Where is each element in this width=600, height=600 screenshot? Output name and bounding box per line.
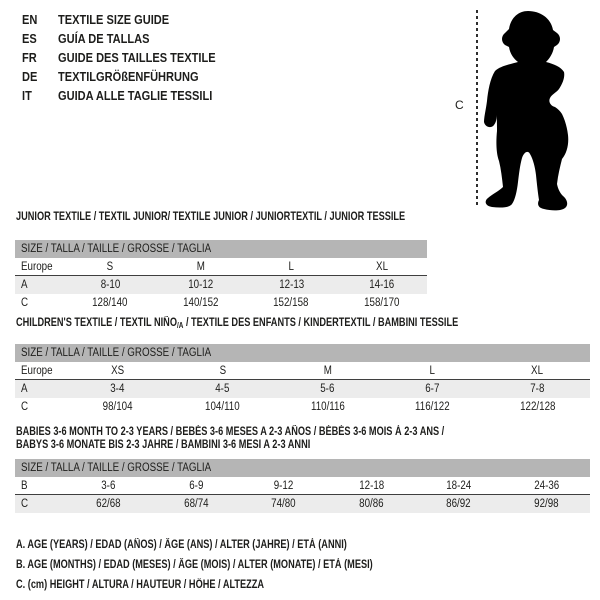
table-cell: 12-13 <box>278 279 304 291</box>
table-row <box>15 276 427 294</box>
row-label: Europe <box>21 260 53 273</box>
toddler-silhouette-icon <box>483 3 597 212</box>
table-cell: S <box>106 260 114 273</box>
language-row-fr <box>22 48 243 67</box>
table-cell: 68/74 <box>184 498 209 510</box>
table-row <box>15 495 590 513</box>
table-cell: L <box>429 364 436 377</box>
table-cell: 74/80 <box>271 498 296 510</box>
language-row-de <box>22 67 243 86</box>
language-title: TEXTILE SIZE GUIDE <box>58 12 170 27</box>
table-cell: 98/104 <box>102 401 133 413</box>
row-label: C <box>21 498 29 510</box>
junior-size-table <box>15 240 427 312</box>
table-cell: 18-24 <box>446 479 472 492</box>
table-cell: XL <box>531 364 544 377</box>
language-code: DE <box>22 69 38 84</box>
table-cell: 7-8 <box>530 383 545 395</box>
table-cell: 92/98 <box>534 498 559 510</box>
children-section-title: CHILDREN'S TEXTILE / TEXTIL NIÑO/A / TEXTILE DES ENFANTS / KINDERTEXTIL / BAMBINI TESSILE <box>16 317 459 330</box>
table-cell: 5-6 <box>320 383 335 395</box>
table-row <box>15 380 590 398</box>
table-cell: M <box>323 364 332 377</box>
nino-a-subscript: /A <box>176 321 184 330</box>
language-title: TEXTILGRÖßENFÜHRUNG <box>58 69 199 84</box>
language-title-block <box>22 10 243 105</box>
language-title: GUIDA ALLE TAGLIE TESSILI <box>58 88 213 103</box>
measure-dashed-line-icon <box>476 10 478 206</box>
table-cell: 158/170 <box>364 297 400 309</box>
language-code: FR <box>22 50 37 65</box>
language-row-es <box>22 29 243 48</box>
table-cell: 128/140 <box>92 297 128 309</box>
footnote-height-cm: C. (cm) HEIGHT / ALTURA / HAUTEUR / HÖHE / ALTEZZA <box>16 579 265 591</box>
table-cell: 3-6 <box>101 479 116 492</box>
babies-table-rows <box>15 477 590 513</box>
language-title: GUÍA DE TALLAS <box>58 31 150 46</box>
height-measure-label: C <box>455 98 464 112</box>
row-label: B <box>21 479 28 492</box>
table-cell: 6-9 <box>189 479 204 492</box>
table-cell: 8-10 <box>100 279 121 291</box>
table-cell: 10-12 <box>188 279 214 291</box>
table-cell: 152/158 <box>273 297 309 309</box>
footnote-age-months: B. AGE (MONTHS) / EDAD (MESES) / ÂGE (MOIS) / ALTER (MONATE) / ETÀ (MESI) <box>16 559 373 571</box>
table-cell: 9-12 <box>273 479 294 492</box>
table-cell: M <box>196 260 205 273</box>
row-label: C <box>21 297 29 309</box>
table-cell: 14-16 <box>369 279 395 291</box>
table-cell: 6-7 <box>425 383 440 395</box>
table-cell: 24-36 <box>533 479 559 492</box>
footnote-age-years: A. AGE (YEARS) / EDAD (AÑOS) / ÂGE (ANS) / ALTER (JAHRE) / ETÀ (ANNI) <box>16 539 347 551</box>
table-cell: 3-4 <box>110 383 125 395</box>
babies-size-table <box>15 459 590 513</box>
row-label: A <box>21 279 28 291</box>
table-row <box>15 294 427 312</box>
language-row-en <box>22 10 243 29</box>
table-cell: 140/152 <box>183 297 219 309</box>
junior-section-title: JUNIOR TEXTILE / TEXTIL JUNIOR/ TEXTILE JUNIOR / JUNIORTEXTIL / JUNIOR TESSILE <box>16 211 406 223</box>
children-table-rows <box>15 362 590 416</box>
size-header-bar: SIZE / TALLA / TAILLE / GRÖSSE / TAGLIA <box>15 459 590 477</box>
table-cell: 122/128 <box>519 401 556 413</box>
table-row <box>15 362 590 380</box>
language-code: EN <box>22 12 38 27</box>
size-header-bar: SIZE / TALLA / TAILLE / GRÖSSE / TAGLIA <box>15 240 427 258</box>
table-row <box>15 477 590 495</box>
table-cell: S <box>219 364 226 377</box>
language-code: IT <box>22 88 32 103</box>
language-row-it <box>22 86 243 105</box>
table-cell: 104/110 <box>205 401 240 413</box>
table-cell: XS <box>110 364 125 377</box>
language-title: GUIDE DES TAILLES TEXTILE <box>58 50 216 65</box>
table-row <box>15 258 427 276</box>
babies-section-title: BABIES 3-6 MONTH TO 2-3 YEARS / BEBÉS 3-6 MESES A 2-3 AÑOS / BÉBÉS 3-6 MOIS À 2-3 ANS / BABYS 3-6 MONATE BIS 2-3 JAHRE / BAMBINI 3-6 MESI A 2-3 ANNI <box>16 426 445 451</box>
table-cell: 110/116 <box>310 401 345 413</box>
size-header-bar: SIZE / TALLA / TAILLE / GRÖSSE / TAGLIA <box>15 344 590 362</box>
table-cell: 116/122 <box>415 401 450 413</box>
table-cell: 62/68 <box>96 498 121 510</box>
row-label: Europe <box>21 364 53 377</box>
height-measure-figure <box>440 0 600 215</box>
footnotes-block <box>16 535 462 595</box>
row-label: A <box>21 383 28 395</box>
table-cell: 86/92 <box>446 498 471 510</box>
children-size-table <box>15 344 590 416</box>
table-cell: L <box>288 260 294 273</box>
row-label: C <box>21 401 29 413</box>
language-code: ES <box>22 31 37 46</box>
table-cell: 4-5 <box>215 383 230 395</box>
table-cell: 80/86 <box>359 498 384 510</box>
junior-table-rows <box>15 258 427 312</box>
table-cell: XL <box>375 260 388 273</box>
table-cell: 12-18 <box>358 479 384 492</box>
table-row <box>15 398 590 416</box>
